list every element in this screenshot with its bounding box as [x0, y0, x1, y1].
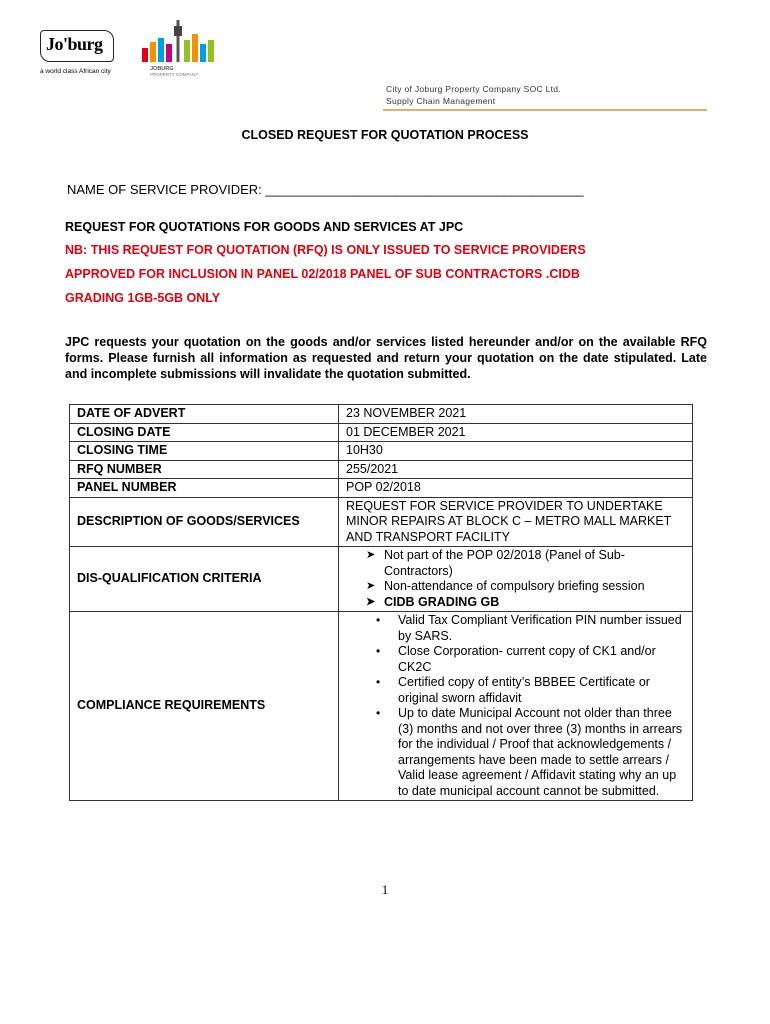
arrow-bullet-icon: ➤	[366, 549, 376, 561]
row-value: POP 02/2018	[339, 479, 693, 498]
table-row	[70, 460, 693, 479]
row-value: 23 NOVEMBER 2021	[339, 405, 693, 424]
jpc-logo	[140, 14, 220, 80]
jpc-logo-subname: PROPERTY COMPANY	[150, 72, 199, 77]
company-name: City of Joburg Property Company SOC Ltd.	[386, 84, 561, 94]
list-item: • Certified copy of entity’s BBBEE Certificate or original sworn affidavit	[376, 675, 650, 705]
header-divider	[383, 109, 707, 111]
list-item: ➤ Non-attendance of compulsory briefing session	[366, 579, 645, 593]
joburg-logo-tagline: a world class African city	[40, 68, 111, 75]
compliance-list	[346, 613, 685, 799]
list-item: ➤ CIDB GRADING GB	[366, 594, 500, 609]
joburg-logo	[38, 28, 118, 78]
row-label: RFQ NUMBER	[70, 460, 339, 479]
nb-notice-line: GRADING 1GB-5GB ONLY	[65, 291, 221, 305]
department-name: Supply Chain Management	[386, 96, 496, 106]
list-item: • Close Corporation- current copy of CK1 and/or CK2C	[376, 644, 656, 674]
jpc-logo-name: JOBURG	[150, 66, 174, 72]
bullet-icon: •	[376, 613, 381, 627]
arrow-bullet-icon: ➤	[366, 595, 376, 608]
joburg-logo-word: Jo'burg	[46, 34, 103, 54]
table-row	[70, 612, 693, 801]
rfq-details-table	[69, 404, 693, 801]
table-row	[70, 547, 693, 612]
disqualification-criteria	[339, 547, 693, 612]
rfq-heading: REQUEST FOR QUOTATIONS FOR GOODS AND SERVICES AT JPC	[65, 220, 464, 234]
row-label: CLOSING TIME	[70, 442, 339, 461]
row-label: DESCRIPTION OF GOODS/SERVICES	[70, 497, 339, 547]
bullet-icon: •	[376, 675, 381, 689]
bullet-icon: •	[376, 644, 381, 658]
row-label: CLOSING DATE	[70, 423, 339, 442]
table-row	[70, 405, 693, 424]
list-item: • Valid Tax Compliant Verification PIN number issued by SARS.	[376, 613, 682, 643]
row-value: 255/2021	[339, 460, 693, 479]
table-row	[70, 479, 693, 498]
service-provider-name-field: NAME OF SERVICE PROVIDER: ____________________________________________	[67, 182, 584, 197]
intro-paragraph: JPC requests your quotation on the goods and/or services listed hereunder and/or on the available RFQ forms. Please furnish all information as requested and return your quotation on the date stipulated. Late and incomplete submissions will invalidate the quotation submitted.	[65, 335, 707, 381]
row-value: REQUEST FOR SERVICE PROVIDER TO UNDERTAKE MINOR REPAIRS AT BLOCK C – METRO MALL MARKET AND TRANSPORT FACILITY	[339, 497, 693, 547]
company-header	[386, 83, 561, 107]
nb-notice-line: APPROVED FOR INCLUSION IN PANEL 02/2018 PANEL OF SUB CONTRACTORS .CIDB	[65, 267, 580, 281]
list-item: ➤ Not part of the POP 02/2018 (Panel of Sub-Contractors)	[366, 548, 625, 578]
compliance-label: COMPLIANCE REQUIREMENTS	[70, 612, 339, 801]
row-label: PANEL NUMBER	[70, 479, 339, 498]
nb-notice-line: NB: THIS REQUEST FOR QUOTATION (RFQ) IS ONLY ISSUED TO SERVICE PROVIDERS	[65, 243, 586, 257]
table-row	[70, 423, 693, 442]
disqualification-label: DIS-QUALIFICATION CRITERIA	[70, 547, 339, 612]
list-item: • Up to date Municipal Account not older than three (3) months and not over three (3) months in arrears for the individual / Proof that acknowledgements / arrangements have been made to settle arrears / Valid lease agreement / Affidavit stating why an up to date municipal account cannot be submitted.	[376, 706, 683, 798]
row-value: 01 DECEMBER 2021	[339, 423, 693, 442]
disqualification-list	[346, 548, 685, 610]
bullet-icon: •	[376, 706, 381, 720]
page-number: 1	[381, 882, 389, 897]
compliance-requirements	[339, 612, 693, 801]
table-row	[70, 497, 693, 547]
row-value: 10H30	[339, 442, 693, 461]
arrow-bullet-icon: ➤	[366, 580, 376, 592]
jpc-skyline-icon	[140, 14, 220, 66]
table-row	[70, 442, 693, 461]
document-title: CLOSED REQUEST FOR QUOTATION PROCESS	[241, 128, 529, 142]
row-label: DATE OF ADVERT	[70, 405, 339, 424]
